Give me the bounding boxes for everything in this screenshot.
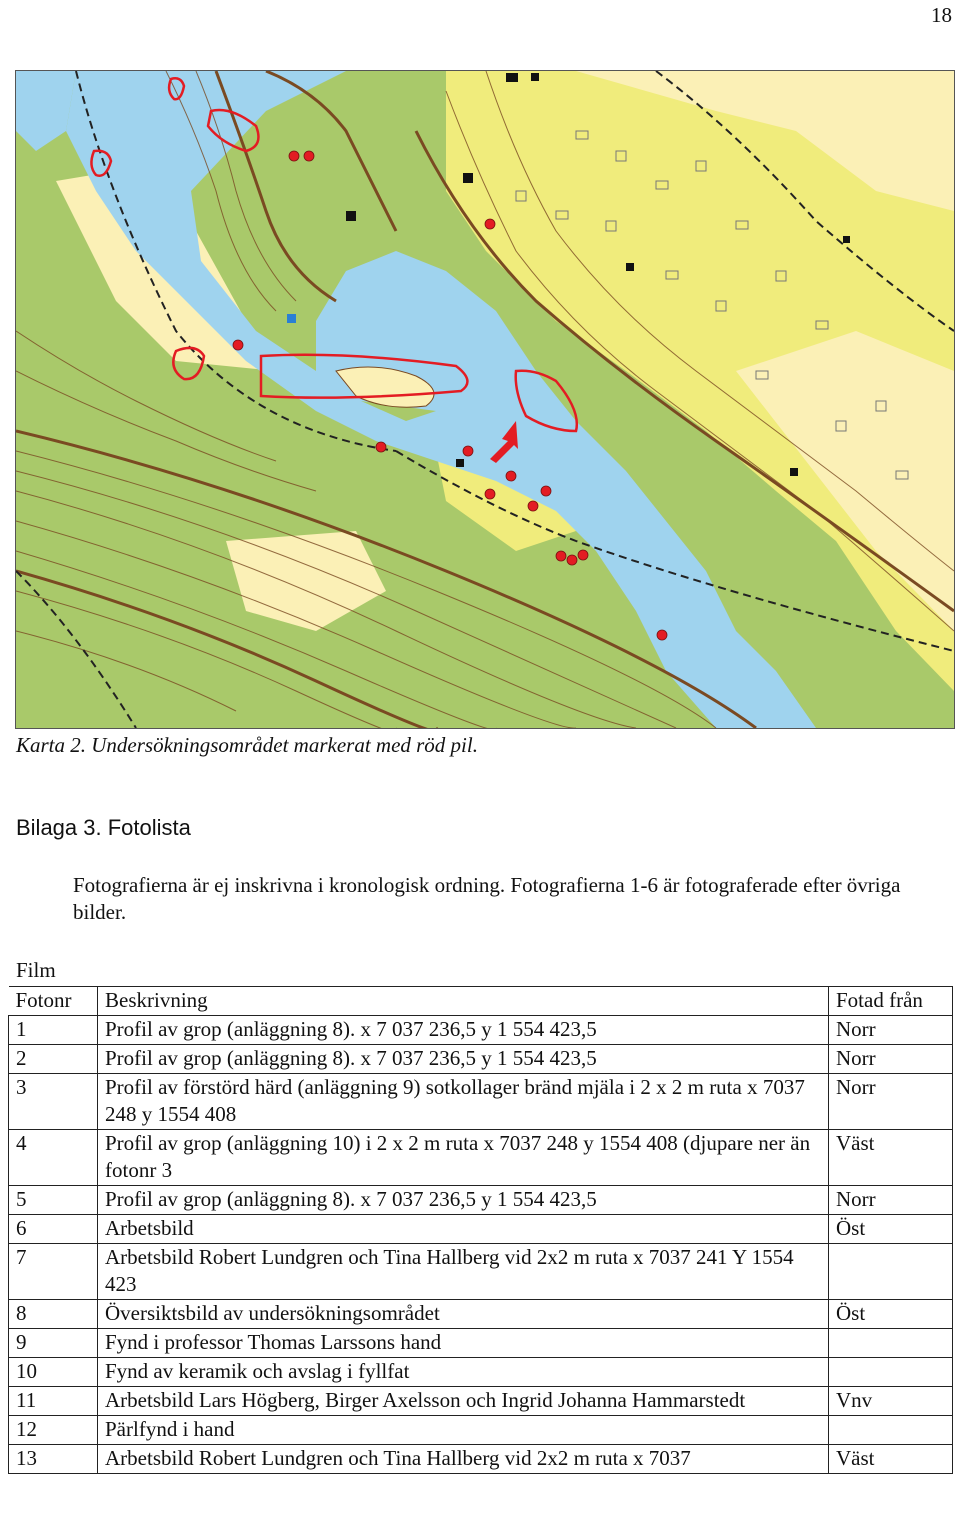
table-row — [9, 1329, 953, 1358]
photo-number: 6 — [9, 1215, 98, 1244]
header-fotonr: Fotonr — [9, 987, 98, 1016]
photo-description: Arbetsbild Robert Lundgren och Tina Hallberg vid 2x2 m ruta x 7037 241 Y 1554 423 — [98, 1244, 829, 1300]
photo-description: Profil av grop (anläggning 8). x 7 037 236,5 y 1 554 423,5 — [98, 1186, 829, 1215]
photo-number: 5 — [9, 1186, 98, 1215]
header-beskrivning: Beskrivning — [98, 987, 829, 1016]
photo-description: Pärlfynd i hand — [98, 1416, 829, 1445]
photo-direction: Öst — [829, 1300, 953, 1329]
map-image — [15, 70, 955, 729]
page-number: 18 — [931, 3, 952, 27]
photo-direction: Norr — [829, 1045, 953, 1074]
table-row — [9, 1074, 953, 1130]
photo-direction — [829, 1358, 953, 1387]
blue-marker — [287, 314, 296, 323]
photo-description: Fynd av keramik och avslag i fyllfat — [98, 1358, 829, 1387]
table-row — [9, 1300, 953, 1329]
photo-description: Översiktsbild av undersökningsområdet — [98, 1300, 829, 1329]
photo-direction: Väst — [829, 1445, 953, 1474]
photo-direction: Norr — [829, 1186, 953, 1215]
photo-direction — [829, 1416, 953, 1445]
photo-direction: Norr — [829, 1074, 953, 1130]
photo-direction — [829, 1329, 953, 1358]
photo-direction: Vnv — [829, 1387, 953, 1416]
table-row — [9, 1016, 953, 1045]
table-row — [9, 1387, 953, 1416]
photo-description: Profil av förstörd härd (anläggning 9) sotkollager bränd mjäla i 2 x 2 m ruta x 7037 248 y 1554 408 — [98, 1074, 829, 1130]
header-fotad-fran: Fotad från — [829, 987, 953, 1016]
photo-number: 8 — [9, 1300, 98, 1329]
photo-number: 10 — [9, 1358, 98, 1387]
photo-direction: Norr — [829, 1016, 953, 1045]
photo-direction — [829, 1244, 953, 1300]
table-row — [9, 1416, 953, 1445]
photo-number: 4 — [9, 1130, 98, 1186]
photo-direction: Öst — [829, 1215, 953, 1244]
photo-number: 11 — [9, 1387, 98, 1416]
film-label: Film — [16, 958, 56, 982]
table-row — [9, 1186, 953, 1215]
photo-description: Arbetsbild — [98, 1215, 829, 1244]
photo-description: Profil av grop (anläggning 8). x 7 037 236,5 y 1 554 423,5 — [98, 1045, 829, 1074]
table-row — [9, 1045, 953, 1074]
photo-table — [8, 986, 953, 1474]
photo-description: Fynd i professor Thomas Larssons hand — [98, 1329, 829, 1358]
table-row — [9, 1244, 953, 1300]
table-row — [9, 1358, 953, 1387]
table-row — [9, 1215, 953, 1244]
photo-number: 2 — [9, 1045, 98, 1074]
photo-description: Arbetsbild Lars Högberg, Birger Axelsson och Ingrid Johanna Hammarstedt — [98, 1387, 829, 1416]
photo-number: 9 — [9, 1329, 98, 1358]
table-row — [9, 1445, 953, 1474]
table-row — [9, 1130, 953, 1186]
photo-number: 3 — [9, 1074, 98, 1130]
photo-number: 7 — [9, 1244, 98, 1300]
table-header-row — [9, 987, 953, 1016]
photo-description: Profil av grop (anläggning 10) i 2 x 2 m ruta x 7037 248 y 1554 408 (djupare ner än fotonr 3 — [98, 1130, 829, 1186]
photo-direction: Väst — [829, 1130, 953, 1186]
section-heading: Bilaga 3. Fotolista — [16, 815, 191, 840]
photo-description: Profil av grop (anläggning 8). x 7 037 236,5 y 1 554 423,5 — [98, 1016, 829, 1045]
photo-number: 12 — [9, 1416, 98, 1445]
photo-number: 13 — [9, 1445, 98, 1474]
photo-number: 1 — [9, 1016, 98, 1045]
map-caption: Karta 2. Undersökningsområdet markerat med röd pil. — [16, 733, 478, 757]
photo-description: Arbetsbild Robert Lundgren och Tina Hallberg vid 2x2 m ruta x 7037 — [98, 1445, 829, 1474]
intro-text: Fotografierna är ej inskrivna i kronologisk ordning. Fotografierna 1-6 är fotograferade efter övriga bilder. — [73, 873, 901, 924]
